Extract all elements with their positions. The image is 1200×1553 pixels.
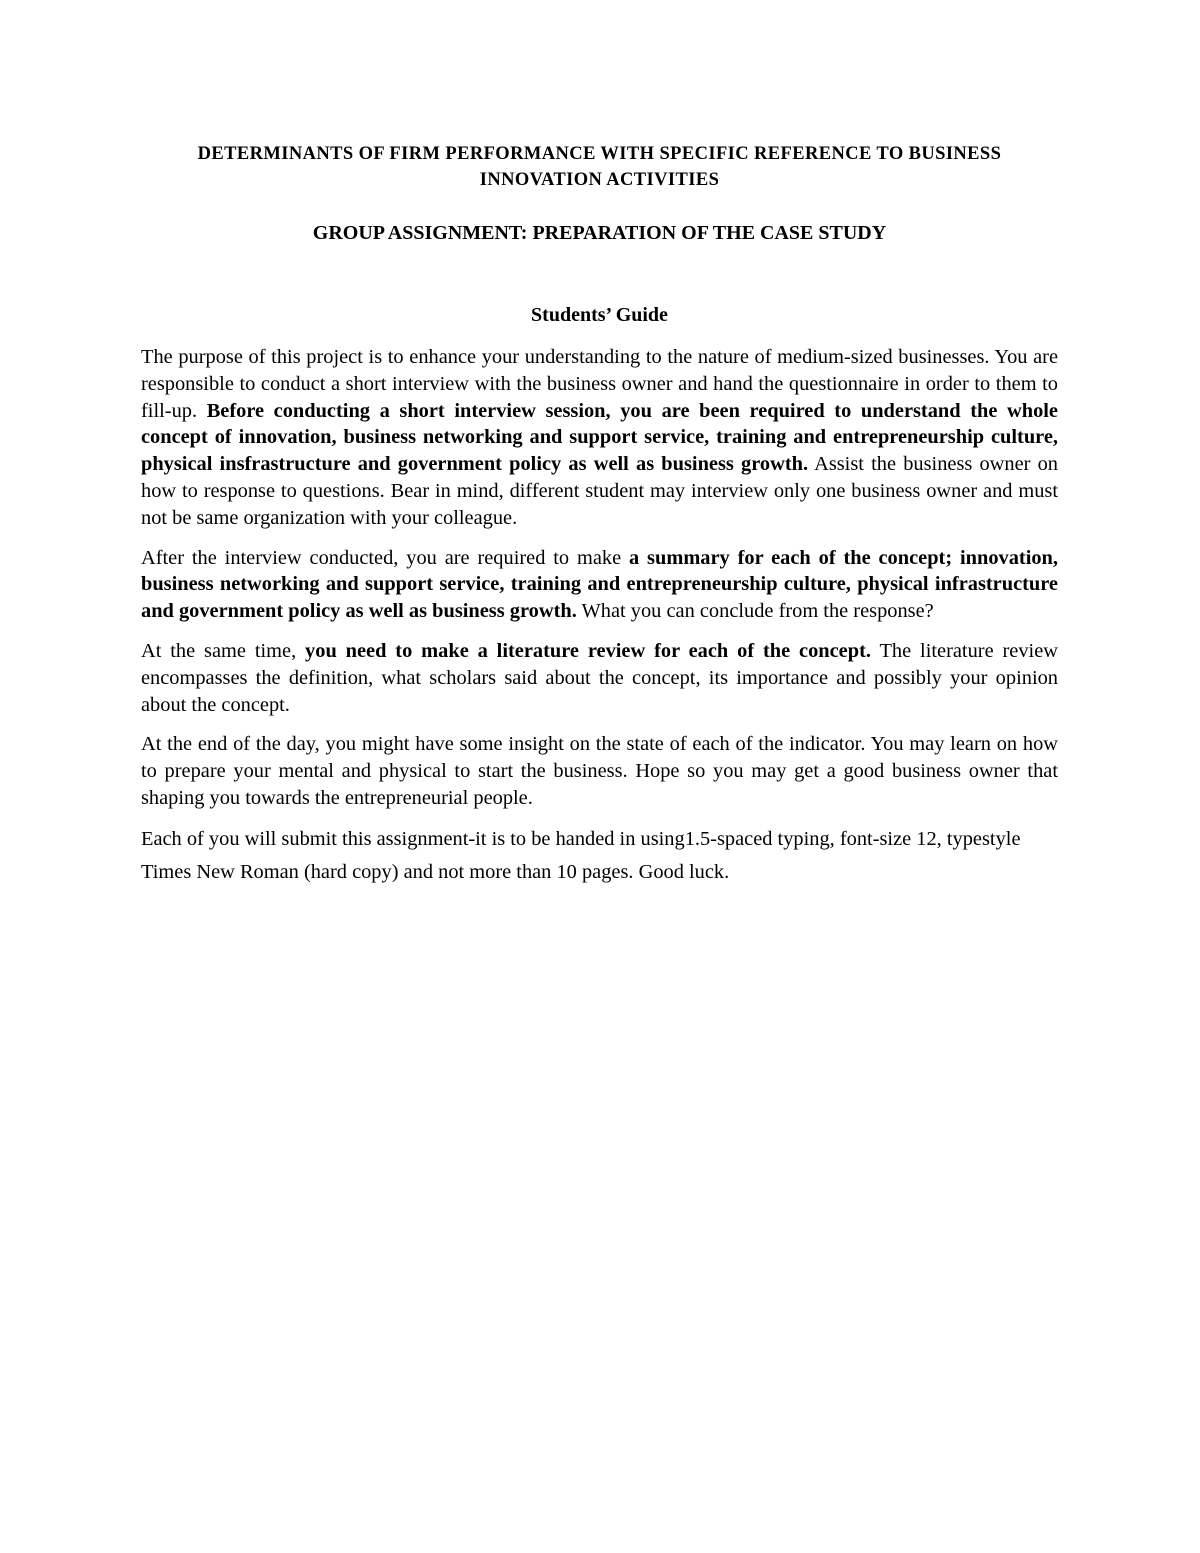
guide-heading: Students’ Guide xyxy=(531,304,668,326)
document-title: DETERMINANTS OF FIRM PERFORMANCE WITH SPECIFIC REFERENCE TO BUSINESS INNOVATION ACTIVITIES xyxy=(197,144,1002,190)
paragraph-bold-text: a summary for each of the concept; innovation, business networking and support service, training and entrepreneurship culture, physical infrastructure and government policy as well as business growth. xyxy=(141,546,1058,623)
paragraph-literature-review xyxy=(141,638,1058,718)
paragraph-text: What you can conclude from the response? xyxy=(576,600,934,623)
paragraph-text: After the interview conducted, you are required to make xyxy=(141,546,629,569)
paragraph-text: The purpose of this project is to enhance your understanding to the nature of medium-sized businesses. You are responsible to conduct a short interview with the business owner and hand the questionnaire in order to them to fill-up. xyxy=(141,346,1058,422)
paragraph-bold-text: Before conducting a short interview session, you are been required to understand the whole concept of innovation, business networking and support service, training and entrepreneurship culture, physical insfrastructure and government policy as well as business growth. xyxy=(141,399,1058,476)
document-body xyxy=(141,141,1058,889)
paragraph-bold-text: you need to make a literature review for each of the concept. xyxy=(305,639,871,662)
paragraph-insight: At the end of the day, you might have some insight on the state of each of the indicator. You may learn on how to prepare your mental and physical to start the business. Hope so you may get a good business owner that shaping you towards the entrepreneurial people. xyxy=(141,733,1058,809)
paragraph-text: The literature review encompasses the definition, what scholars said about the concept, its importance and possibly your opinion about the concept. xyxy=(141,639,1058,716)
paragraph-text: Assist the business owner on how to response to questions. Bear in mind, different student may interview only one business owner and must not be same organization with your colleague. xyxy=(141,453,1058,529)
paragraph-text: At the same time, xyxy=(141,639,306,662)
paragraph-summary xyxy=(141,545,1058,625)
document-subtitle: GROUP ASSIGNMENT: PREPARATION OF THE CASE STUDY xyxy=(312,222,887,244)
paragraph-purpose xyxy=(141,344,1058,532)
paragraph-submission: Each of you will submit this assignment-it is to be handed in using1.5-spaced typing, font-size 12, typestyle Times New Roman (hard copy) and not more than 10 pages. Good luck. xyxy=(141,827,1021,883)
